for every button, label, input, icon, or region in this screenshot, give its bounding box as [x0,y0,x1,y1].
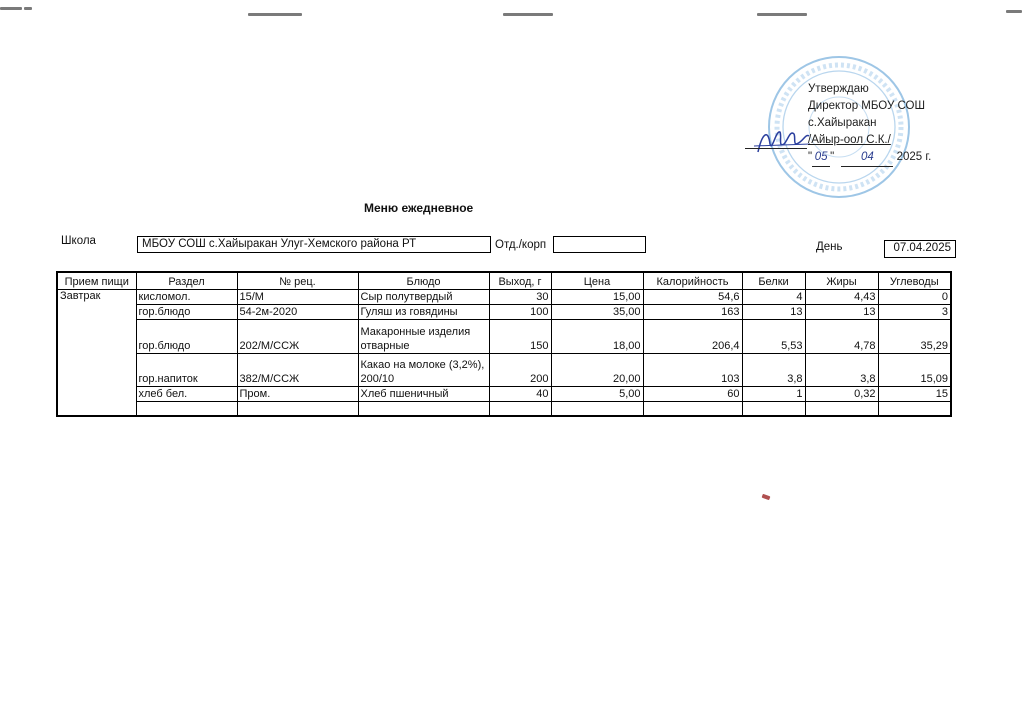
header-proteins: Белки [742,272,805,290]
cell-proteins: 1 [742,387,805,402]
table-row [57,387,951,402]
signature-mark [752,122,812,160]
empty-cell [805,402,878,416]
cell-yield: 200 [489,354,551,387]
cell-fats: 4,43 [805,290,878,305]
cell-fats: 0,32 [805,387,878,402]
signature-line [745,148,807,149]
cell-proteins: 3,8 [742,354,805,387]
header-yield: Выход, г [489,272,551,290]
cell-yield: 100 [489,305,551,320]
cell-section: гор.блюдо [136,320,237,354]
branch-label: Отд./корп [495,239,547,251]
cell-recipe: 15/М [237,290,358,305]
day-field: 07.04.2025 [884,240,956,258]
cell-calories: 206,4 [643,320,742,354]
date-month: 04 [841,149,893,167]
meal-cell: Завтрак [57,290,136,416]
date-quote-close: " [830,151,835,163]
header-dish: Блюдо [358,272,489,290]
table-header-row [57,272,951,290]
empty-cell [489,402,551,416]
approval-director-name: /Айыр-оол С.К./ [808,134,891,146]
scan-mark [248,13,302,16]
cell-calories: 54,6 [643,290,742,305]
header-price: Цена [551,272,643,290]
scan-mark [0,7,22,10]
scan-mark [762,494,771,500]
header-meal: Прием пищи [57,272,136,290]
table-row [57,320,951,354]
header-section: Раздел [136,272,237,290]
page-title: Меню ежедневное [364,201,474,215]
empty-cell [878,402,951,416]
approval-block [808,81,958,167]
cell-proteins: 5,53 [742,320,805,354]
cell-section: гор.блюдо [136,305,237,320]
cell-yield: 150 [489,320,551,354]
cell-section: гор.напиток [136,354,237,387]
cell-dish: Макаронные изделия отварные [358,320,489,354]
empty-cell [551,402,643,416]
cell-price: 18,00 [551,320,643,354]
empty-cell [358,402,489,416]
cell-recipe: 54-2м-2020 [237,305,358,320]
cell-carbs: 15,09 [878,354,951,387]
cell-price: 20,00 [551,354,643,387]
approval-date [808,149,958,167]
cell-calories: 103 [643,354,742,387]
empty-cell [643,402,742,416]
cell-section: хлеб бел. [136,387,237,402]
school-field: МБОУ СОШ с.Хайыракан Улуг-Хемского района РТ [137,236,491,253]
cell-dish: Гуляш из говядины [358,305,489,320]
table-row [57,354,951,387]
approval-title: Утверждаю [808,83,869,95]
table-row [57,290,951,305]
cell-fats: 4,78 [805,320,878,354]
cell-carbs: 15 [878,387,951,402]
cell-price: 35,00 [551,305,643,320]
cell-price: 5,00 [551,387,643,402]
cell-calories: 163 [643,305,742,320]
empty-cell [742,402,805,416]
cell-proteins: 4 [742,290,805,305]
header-carbs: Углеводы [878,272,951,290]
header-fats: Жиры [805,272,878,290]
date-year: 2025 г. [896,151,932,163]
scan-mark [757,13,807,16]
approval-village: с.Хайыракан [808,117,877,129]
cell-price: 15,00 [551,290,643,305]
empty-cell [136,402,237,416]
day-label: День [816,241,843,253]
scan-mark [24,7,32,10]
scan-mark [503,13,553,16]
cell-carbs: 35,29 [878,320,951,354]
school-label: Школа [61,235,96,247]
cell-recipe: Пром. [237,387,358,402]
cell-yield: 30 [489,290,551,305]
menu-table [56,271,952,417]
table-row-empty [57,402,951,416]
cell-dish: Хлеб пшеничный [358,387,489,402]
cell-yield: 40 [489,387,551,402]
cell-dish: Сыр полутвердый [358,290,489,305]
cell-recipe: 202/М/ССЖ [237,320,358,354]
header-recipe: № рец. [237,272,358,290]
table-row [57,305,951,320]
date-day: 05 [812,149,830,167]
cell-fats: 13 [805,305,878,320]
branch-field [553,236,646,253]
date-quote-open: " [808,151,813,163]
approval-position: Директор МБОУ СОШ [808,100,926,112]
cell-proteins: 13 [742,305,805,320]
cell-fats: 3,8 [805,354,878,387]
scan-mark [1006,10,1022,13]
empty-cell [237,402,358,416]
cell-calories: 60 [643,387,742,402]
cell-recipe: 382/М/ССЖ [237,354,358,387]
cell-section: кисломол. [136,290,237,305]
cell-dish: Какао на молоке (3,2%), 200/10 [358,354,489,387]
cell-carbs: 3 [878,305,951,320]
header-calories: Калорийность [643,272,742,290]
cell-carbs: 0 [878,290,951,305]
